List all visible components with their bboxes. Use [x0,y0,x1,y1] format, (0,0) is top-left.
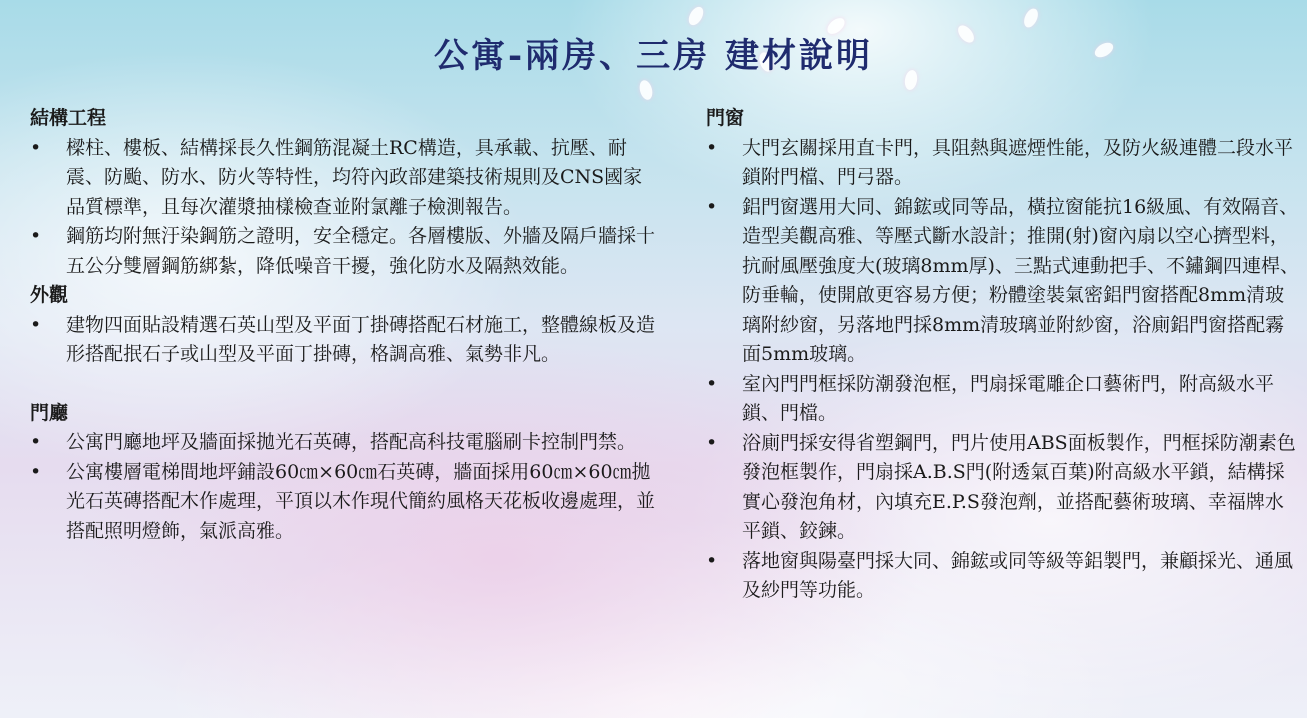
left-column [30,104,660,546]
right-column [706,104,1302,606]
section-heading-doors-windows: 門窗 [706,107,745,129]
page-title: 公寓-兩房、三房 建材說明 [434,36,873,76]
list-item: • 樑柱、樓板、結構採長久性鋼筋混凝土RC構造，具承載、抗壓、耐震、防颱、防水、防火等特性，均符內政部建築技術規則及CNS國家品質標準，且每次灌漿抽樣檢查並附氯離子檢測報告。 [30,134,660,223]
list-item: • 大門玄關採用直卡門，具阻熱與遮煙性能，及防火級連體二段水平鎖附門檔、門弓器。 [706,134,1302,193]
list-item: • 建物四面貼設精選石英山型及平面丁掛磚搭配石材施工，整體線板及造形搭配抿石子或山型及平面丁掛磚，格調高雅、氣勢非凡。 [30,311,660,370]
list-item: • 浴廁門採安得省塑鋼門，門片使用ABS面板製作，門框採防潮素色發泡框製作，門扇採A.B.S門(附透氣百葉)附高級水平鎖，結構採實心發泡角材，內填充E.P.S發泡劑，並搭配藝術玻璃、幸福牌水平鎖、鉸鍊。 [706,429,1302,547]
section-spacer [30,370,660,399]
lobby-list [30,428,660,546]
list-item: • 鋁門窗選用大同、錦鋐或同等品，橫拉窗能抗16級風、有效隔音、造型美觀高雅、等壓式斷水設計；推開(射)窗內扇以空心擠型料，抗耐風壓強度大(玻璃8mm厚)、三點式連動把手、不鏽鋼四連桿、防垂輪，使開啟更容易方便；粉體塗裝氣密鋁門窗搭配8mm清玻璃附紗窗，另落地門採8mm清玻璃並附紗窗，浴廁鋁門窗搭配霧面5mm玻璃。 [706,193,1302,370]
section-lobby [30,399,660,547]
structure-list [30,134,660,282]
list-item: • 公寓樓層電梯間地坪鋪設60㎝×60㎝石英磚，牆面採用60㎝×60㎝拋光石英磚搭配木作處理，平頂以木作現代簡約風格天花板收邊處理，並搭配照明燈飾，氣派高雅。 [30,458,660,547]
exterior-list [30,311,660,370]
list-item: • 室內門門框採防潮發泡框，門扇採電雕企口藝術門，附高級水平鎖、門檔。 [706,370,1302,429]
list-item: • 鋼筋均附無汙染鋼筋之證明，安全穩定。各層樓版、外牆及隔戶牆採十五公分雙層鋼筋綁紮，降低噪音干擾，強化防水及隔熱效能。 [30,222,660,281]
list-item: • 公寓門廳地坪及牆面採拋光石英磚，搭配高科技電腦刷卡控制門禁。 [30,428,660,458]
section-heading-lobby: 門廳 [30,401,69,424]
section-heading-exterior: 外觀 [30,284,69,306]
section-heading-structure: 結構工程 [30,107,107,129]
section-doors-windows [706,104,1302,606]
doors-windows-list [706,134,1302,606]
list-item: • 落地窗與陽臺門採大同、錦鋐或同等級等鋁製門，兼顧採光、通風及紗門等功能。 [706,547,1302,606]
section-structure [30,104,660,281]
section-exterior [30,281,660,370]
